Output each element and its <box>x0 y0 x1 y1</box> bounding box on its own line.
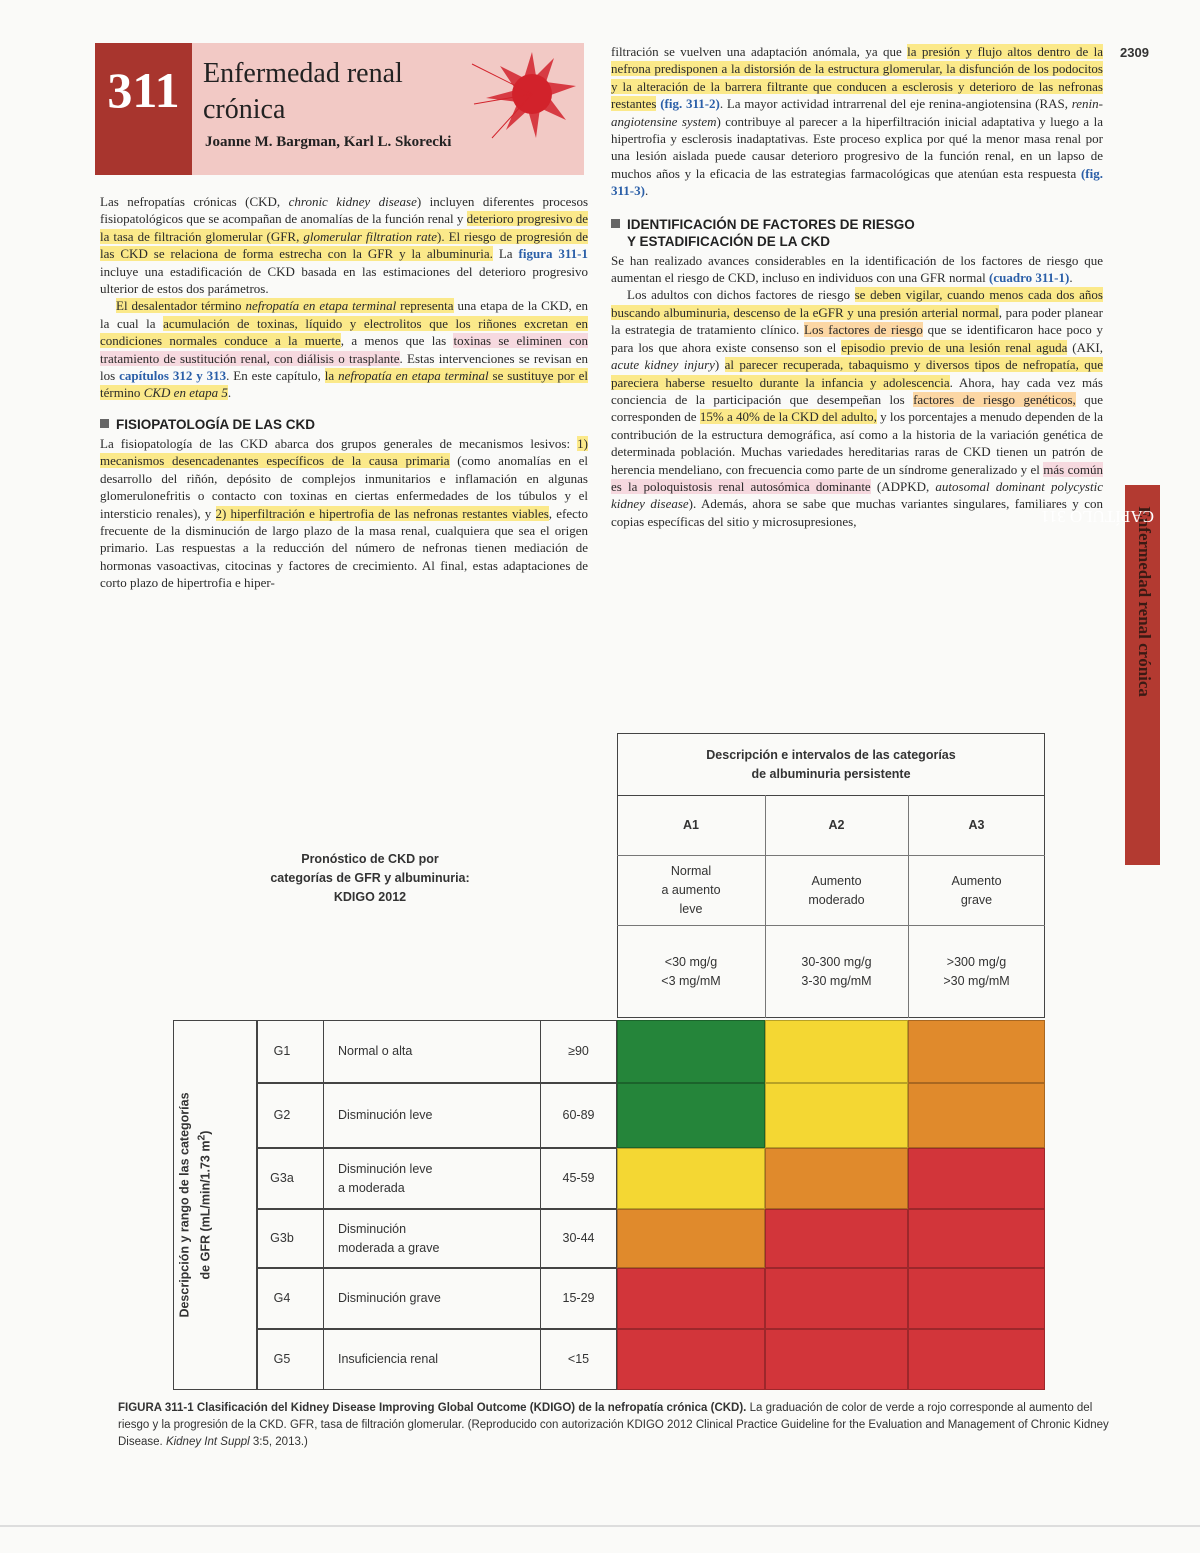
risk-cell-green <box>617 1020 765 1083</box>
albuminuria-category-code: A3 <box>968 818 985 832</box>
albuminuria-header: Descripción e intervalos de las categorías de albuminuria persistente <box>706 748 956 781</box>
figure-link[interactable]: (fig. 311-2) <box>660 96 720 112</box>
section-heading: FISIOPATOLOGÍA DE LAS CKD <box>100 416 588 433</box>
gfr-category-code: G2 <box>273 1108 291 1122</box>
risk-cell-yellow <box>765 1020 908 1083</box>
prognosis-title: Pronóstico de CKD por categorías de GFR y albuminuria: KDIGO 2012 <box>270 852 470 904</box>
risk-cell-orange <box>765 1148 908 1209</box>
gfr-category-range: 45-59 <box>562 1171 595 1185</box>
divider <box>323 1083 324 1148</box>
gfr-category-code: G3a <box>270 1171 294 1185</box>
risk-cell-red <box>908 1209 1045 1268</box>
albuminuria-category-description: Aumento grave <box>951 873 1002 907</box>
paragraph: El desalentador término nefropatía en etapa terminal representa una etapa de la CKD, en la cual la acumulación de toxinas, líquido y electrolitos que los riñones excretan en condiciones normales conduce a la muerte, a menos que las toxinas se eliminen con tratamiento de sustitución renal, con diálisis o trasplante. Estas intervenciones se revisan en los capítulos 312 y 313. En este capítulo, la nefropatía en etapa terminal se sustituye por el término CKD en etapa 5. <box>100 298 589 401</box>
page-number: 2309 <box>1120 45 1149 60</box>
section-heading: IDENTIFICACIÓN DE FACTORES DE RIESGO Y ESTADIFICACIÓN DE LA CKD <box>611 216 1103 250</box>
gfr-category-range: 30-44 <box>562 1231 595 1245</box>
risk-cell-red <box>617 1268 765 1329</box>
divider <box>323 1148 324 1209</box>
risk-cell-red <box>908 1148 1045 1209</box>
albuminuria-category-code: A2 <box>828 818 845 832</box>
gfr-category-range: ≥90 <box>568 1044 589 1058</box>
gfr-category-description: Disminución moderada a grave <box>338 1221 440 1255</box>
albuminuria-category-description: Normal a aumento leve <box>661 864 721 916</box>
divider <box>323 1209 324 1268</box>
gfr-category-description: Disminución leve a moderada <box>338 1161 433 1195</box>
splash-decoration <box>470 38 585 148</box>
page-edge <box>0 1525 1200 1527</box>
albuminuria-category-range: >300 mg/g >30 mg/mM <box>943 955 1010 988</box>
gfr-category-range: 15-29 <box>562 1291 595 1305</box>
gfr-category-code: G4 <box>273 1291 291 1305</box>
gfr-category-description: Normal o alta <box>338 1044 413 1058</box>
square-bullet-icon <box>611 219 620 228</box>
risk-cell-orange <box>908 1020 1045 1083</box>
left-column <box>100 193 588 592</box>
albuminuria-category-range: <30 mg/g <3 mg/mM <box>661 955 721 988</box>
paragraph: La fisiopatología de las CKD abarca dos grupos generales de mecanismos lesivos: 1) mecanismos desencadenantes específicos de la causa primaria (como anomalías en el desarrollo del riñón, depósito de complejos inmunitarios e inflamación en algunas glomerulonefritis o contacto con toxinas en ciertas enfermedades de los túbulos y el intersticio renales), y 2) hiperfiltración e hipertrofia de las nefronas restantes viables, efecto frecuente de la disminución de largo plazo de la masa renal, cualquiera que sea el origen primario. Las respuestas a la reducción del número de nefronas tienen mediación de hormonas vasoactivas, citocinas y factores de crecimiento. Al final, estas adaptaciones de corto plazo de hipertrofia e hiper- <box>100 435 588 591</box>
risk-cell-red <box>765 1209 908 1268</box>
figure-link[interactable]: figura 311-1 <box>518 246 588 262</box>
gfr-category-code: G3b <box>270 1231 294 1245</box>
gfr-category-description: Disminución leve <box>338 1108 433 1122</box>
paragraph: Las nefropatías crónicas (CKD, chronic kidney disease) incluyen diferentes procesos fisiopatológicos que se acompañan de anomalías de la función renal y deterioro progresivo de la tasa de filtración glomerular (GFR, glomerular filtration rate). El riesgo de progresión de las CKD se relaciona de forma estrecha con la GFR y la albuminuria. La figura 311-1 incluye una estadificación de CKD basada en las estimaciones del deterioro progresivo ulterior de estos dos parámetros. <box>100 194 589 297</box>
risk-cell-red <box>908 1268 1045 1329</box>
risk-cell-green <box>617 1083 765 1148</box>
chapter-authors: Joanne M. Bargman, Karl L. Skorecki <box>205 134 452 150</box>
risk-cell-red <box>617 1329 765 1390</box>
gfr-category-range: <15 <box>567 1352 590 1366</box>
figure-caption: FIGURA 311-1 Clasificación del Kidney Disease Improving Global Outcome (KDIGO) de la nefropatía crónica (CKD). La graduación de color de verde a rojo corresponde al aumento del riesgo y la progresión de la CKD. GFR, tasa de filtración glomerular. (Reproducido con autorización KDIGO 2012 Clinical Practice Guideline for the Evaluation and Management of Chronic Kidney Disease. Kidney Int Suppl 3:5, 2013.) <box>118 1402 1109 1448</box>
risk-cell-orange <box>908 1083 1045 1148</box>
paragraph: Se han realizado avances considerables en la identificación de los factores de riesgo que aumentan el riesgo de CKD, incluso en individuos con una GFR normal (cuadro 311-1). <box>611 252 1103 286</box>
right-column <box>611 43 1103 530</box>
risk-cell-red <box>765 1329 908 1390</box>
albuminuria-category-code: A1 <box>683 818 699 832</box>
risk-cell-red <box>908 1329 1045 1390</box>
chapter-number: 311 <box>95 43 192 175</box>
albuminuria-category-description: Aumento moderado <box>808 873 865 907</box>
gfr-category-description: Disminución grave <box>338 1291 441 1305</box>
side-tab-label: CAPÍTULO 311 Enfermedad renal crónica <box>1040 506 1154 697</box>
gfr-category-code: G1 <box>273 1044 291 1058</box>
risk-cell-yellow <box>765 1083 908 1148</box>
gfr-category-code: G5 <box>273 1352 291 1366</box>
chapter-title: Enfermedad renal crónica <box>203 58 403 125</box>
risk-cell-orange <box>617 1209 765 1268</box>
divider <box>323 1268 324 1329</box>
divider <box>323 1020 324 1083</box>
gfr-category-range: 60-89 <box>562 1108 595 1122</box>
square-bullet-icon <box>100 419 109 428</box>
divider <box>323 1329 324 1390</box>
paragraph: filtración se vuelven una adaptación anómala, ya que la presión y flujo altos dentro de la nefrona predisponen a la distorsión de la estructura glomerular, la disfunción de los podocitos y la alteración de la barrera filtrante que conducen a esclerosis y deterioro de las nefronas restantes (fig. 311-2). La mayor actividad intrarrenal del eje renina-angiotensina (RAS, renin-angiotensine system) contribuye al parecer a la hiperfiltración inicial adaptativa y luego a la hipertrofia y esclerosis inadaptativas. Este proceso explica por qué la menor masa renal por una lesión aislada puede causar deterioro progresivo de la función renal, en un lapso de muchos años y la eficacia de las estrategias farmacológicas que atenúan esta respuesta (fig. 311-3). <box>611 44 1103 199</box>
table-link[interactable]: (cuadro 311-1) <box>989 270 1070 286</box>
albuminuria-category-range: 30-300 mg/g 3-30 mg/mM <box>801 955 872 988</box>
risk-cell-red <box>765 1268 908 1329</box>
paragraph: Los adultos con dichos factores de riesgo se deben vigilar, cuando menos cada dos años buscando albuminuria, descenso de la eGFR y una presión arterial normal, para poder planear la estrategia de tratamiento clínico. Los factores de riesgo que se identificaron hace poco y para los que ahora existe consenso son el episodio previo de una lesión renal aguda (AKI, acute kidney injury) al parecer recuperada, tabaquismo y diversos tipos de nefropatía, que pareciera haberse resuelto durante la infancia y adolescencia. Ahora, hay cada vez más conciencia de la participación que desempeñan los factores de riesgo genéticos, que corresponden de 15% a 40% de la CKD del adulto, y los porcentajes a menudo dependen de la contribución de la estructura demográfica, así como a la historia de la variación genética de determinada población. Muchas variedades hereditarias raras de CKD tienen un patrón de herencia mendeliano, con frecuencia como parte de un síndrome generalizado y el más común es la poloquistosis renal autosómica dominante (ADPKD, autosomal dominant polycystic kidney disease). Además, ahora se sabe que muchas variantes singulares, familiares y con copias específicas del sitio y microsupresiones, <box>611 287 1103 529</box>
chapter-link[interactable]: capítulos 312 y 313 <box>119 368 227 384</box>
risk-cell-yellow <box>617 1148 765 1209</box>
figure-link[interactable]: (fig. 311-3) <box>611 165 1103 199</box>
gfr-category-description: Insuficiencia renal <box>338 1352 439 1366</box>
